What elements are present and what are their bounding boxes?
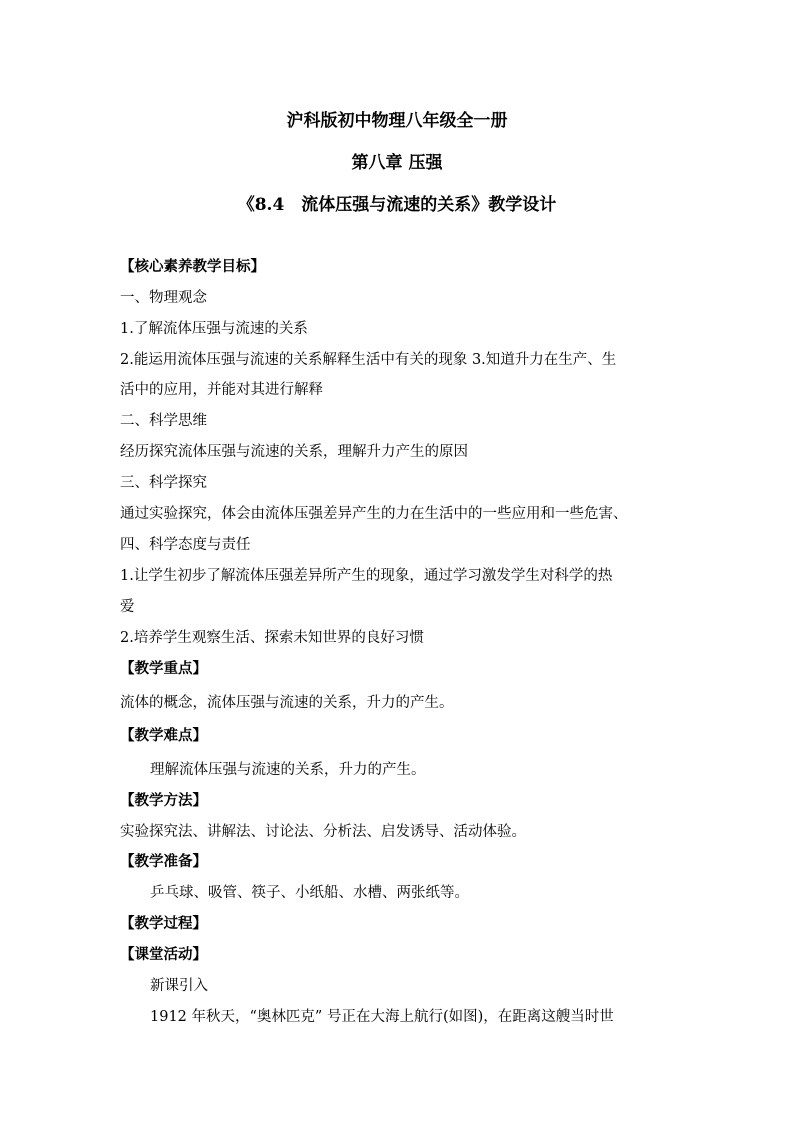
goal1-heading: 一、物理观念 — [120, 290, 207, 306]
goal4-heading: 四、科学态度与责任 — [120, 537, 251, 553]
goal4-item1-line1: 1.让学生初步了解流体压强差异所产生的现象，通过学习激发学生对科学的热 — [120, 568, 613, 584]
chapter-title: 第八章 压强 — [351, 153, 443, 173]
goals-heading: 【核心素养教学目标】 — [120, 258, 265, 275]
goal3-heading: 三、科学探究 — [120, 475, 207, 491]
key-points-text: 流体的概念，流体压强与流速的关系，升力的产生。 — [120, 695, 454, 711]
goal1-item2-line1: 2.能运用流体压强与流速的关系解释生活中有关的现象 3.知道升力在生产、生 — [120, 352, 617, 368]
difficulty-heading: 【教学难点】 — [120, 727, 207, 744]
goal3-text: 通过实验探究，体会由流体压强差异产生的力在生活中的一些应用和一些危害、 — [120, 506, 628, 522]
document-title: 沪科版初中物理八年级全一册 — [286, 111, 508, 131]
intro-label: 新课引入 — [150, 978, 208, 994]
goal1-item2-line2: 活中的应用，并能对其进行解释 — [120, 382, 323, 398]
lesson-title: 《8.4 流体压强与流速的关系》教学设计 — [237, 195, 557, 215]
prep-text: 乒乓球、吸管、筷子、小纸船、水槽、两张纸等。 — [150, 885, 469, 901]
goal2-heading: 二、科学思维 — [120, 413, 207, 429]
goal4-item1-line2: 爱 — [120, 599, 135, 615]
difficulty-text: 理解流体压强与流速的关系，升力的产生。 — [150, 762, 426, 778]
intro-text: 1912 年秋天，“奥林匹克” 号正在大海上航行(如图)，在距离这艘当时世 — [150, 1009, 614, 1025]
goal4-item2: 2.培养学生观察生活、探索未知世界的良好习惯 — [120, 630, 424, 646]
activity-heading: 【课堂活动】 — [120, 946, 207, 963]
goal2-text: 经历探究流体压强与流速的关系，理解升力产生的原因 — [120, 444, 468, 460]
key-points-heading: 【教学重点】 — [120, 660, 207, 677]
method-heading: 【教学方法】 — [120, 792, 207, 809]
prep-heading: 【教学准备】 — [120, 853, 207, 870]
goal1-item1: 1.了解流体压强与流速的关系 — [120, 321, 308, 337]
process-heading: 【教学过程】 — [120, 915, 207, 932]
method-text: 实验探究法、讲解法、讨论法、分析法、启发诱导、活动体验。 — [120, 824, 526, 840]
